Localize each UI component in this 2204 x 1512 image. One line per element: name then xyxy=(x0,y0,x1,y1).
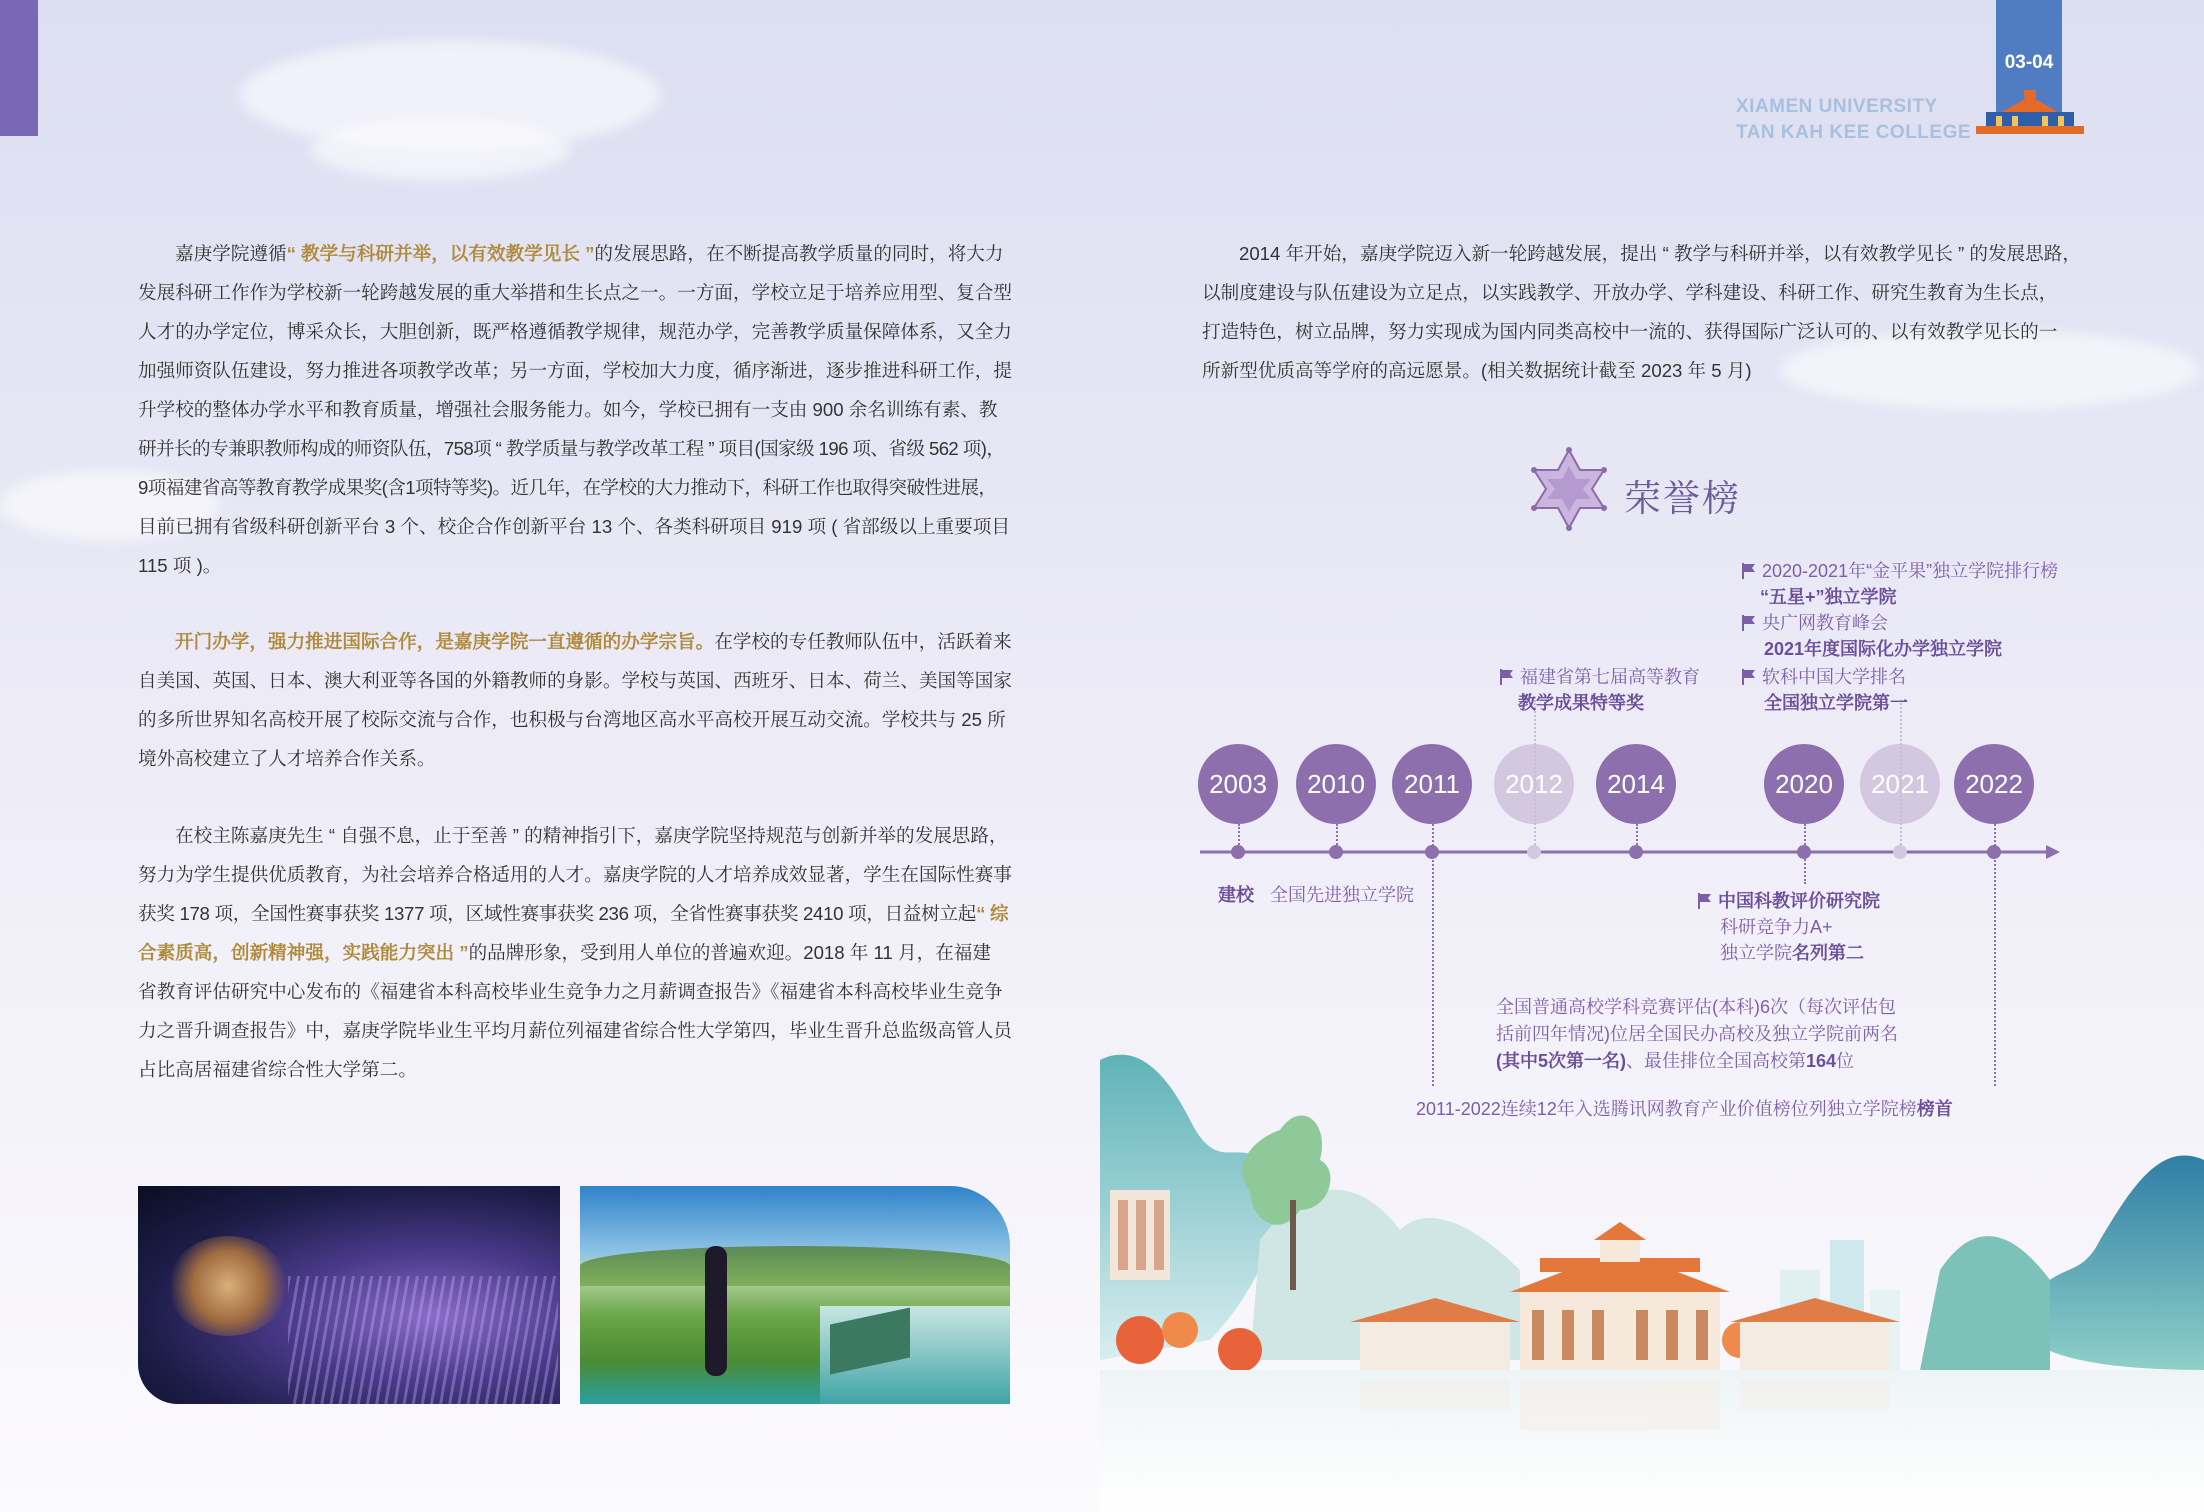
award-2021-jinpingguo xyxy=(1742,558,2058,610)
text-line: 升学校的整体办学水平和教育质量，增强社会服务能力。如今，学校已拥有一支由 900 余名训练有素、教 xyxy=(138,399,998,420)
brand-line-2: TAN KAH KEE COLLEGE xyxy=(1736,122,1972,143)
award-text: 2011-2022连续12年入选腾讯网教育产业价值榜位列独立学院榜 xyxy=(1416,1099,1917,1119)
text-line: 发展科研工作作为学校新一轮跨越发展的重大举措和生长点之一。一方面，学校立足于培养应用型、复合型 xyxy=(138,282,1012,303)
year-2012: 2012 xyxy=(1494,744,1574,824)
year-2014: 2014 xyxy=(1596,744,1676,824)
award-2003 xyxy=(1218,882,1254,908)
text-line: 打造特色，树立品牌，努力实现成为国内同类高校中一流的、获得国际广泛认可的、以有效教学见长的一 xyxy=(1202,321,2058,342)
page-number: 03-04 xyxy=(2004,52,2054,73)
award-text-bold: 164 xyxy=(1806,1051,1837,1071)
flag-icon xyxy=(1742,563,1756,579)
award-text: 央广网教育峰会 xyxy=(1762,613,1888,633)
text-line: 境外高校建立了人才培养合作关系。 xyxy=(138,748,436,769)
text: 的品牌形象，受到用人单位的普遍欢迎。2018 年 11 月，在福建 xyxy=(468,942,991,963)
flag-icon xyxy=(1742,615,1756,631)
award-2012 xyxy=(1500,664,1700,716)
photo-golf-practice xyxy=(580,1186,1010,1404)
award-text-bold: 中国科教评价研究院 xyxy=(1718,891,1880,911)
brand-line-1: XIAMEN UNIVERSITY xyxy=(1736,96,1938,117)
honor-title: 荣誉榜 xyxy=(1624,479,1741,520)
text: 的发展思路，在不断提高教学质量的同时，将大力 xyxy=(594,243,1004,264)
text-line: 占比高居福建省综合性大学第二。 xyxy=(138,1059,417,1080)
year-2022: 2022 xyxy=(1954,744,2034,824)
timeline-dot xyxy=(1893,845,1907,859)
timeline-dot xyxy=(1231,845,1245,859)
year-2020: 2020 xyxy=(1764,744,1844,824)
award-text: 位 xyxy=(1836,1051,1855,1071)
text: 获奖 178 项，全国性赛事获奖 1377 项，区域性赛事获奖 236 项，全省性赛事获奖 2410 项，日益树立起 xyxy=(138,903,977,924)
award-text-bold: 2021年度国际化办学独立学院 xyxy=(1764,639,2003,659)
paragraph-intro-2014 xyxy=(1202,234,2081,390)
cloud-decoration xyxy=(310,120,570,180)
timeline-dot xyxy=(1987,845,2001,859)
flag-icon xyxy=(1500,669,1514,685)
text-line: 在校主陈嘉庚先生 “ 自强不息，止于至善 ” 的精神指引下，嘉庚学院坚持规范与创新并举的发展思路， xyxy=(175,825,1008,846)
highlight-text: “ 综 xyxy=(976,903,1009,924)
award-text-bold: (其中5次第一名) xyxy=(1496,1051,1626,1071)
award-2010: 全国先进独立学院 xyxy=(1270,885,1414,905)
award-text: 全国普通高校学科竞赛评估(本科)6次（每次评估包 xyxy=(1496,997,1896,1017)
star-emblem-icon xyxy=(1526,446,1612,532)
award-2021-shanghairanking xyxy=(1742,664,1908,716)
timeline-dot xyxy=(1797,845,1811,859)
highlight-text: 开门办学，强力推进国际合作，是嘉庚学院一直遵循的办学宗旨。 xyxy=(175,631,715,652)
text-line: 9项福建省高等教育教学成果奖(含1项特等奖)。近几年，在学校的大力推动下，科研工作也取得突破性进展， xyxy=(138,477,997,498)
year-2003: 2003 xyxy=(1198,744,1278,824)
text-line: 的多所世界知名高校开展了校际交流与合作，也积极与台湾地区高水平高校开展互动交流。学校共与 25 所 xyxy=(138,709,1006,730)
flag-icon xyxy=(1698,893,1712,909)
left-edge-bar xyxy=(0,0,38,136)
text-line: 研并长的专兼职教师构成的师资队伍，758项 “ 教学质量与教学改革工程 ” 项目(国家级 196 项、省级 562 项)， xyxy=(138,438,1005,459)
text-line: 115 项 )。 xyxy=(138,555,222,576)
award-text: 科研竞争力A+ xyxy=(1720,917,1833,937)
text-line: 以制度建设与队伍建设为立足点，以实践教学、开放办学、学科建设、科研工作、研究生教育为生长点， xyxy=(1202,282,2058,303)
text-line: 加强师资队伍建设，努力推进各项教学改革；另一方面，学校加大力度，循序渐进，逐步推进科研工作，提 xyxy=(138,360,1012,381)
text: 在学校的专任教师队伍中，活跃着来 xyxy=(714,631,1012,652)
award-text-bold: “五星+”独立学院 xyxy=(1760,587,1897,607)
connector-2021 xyxy=(1900,700,1902,852)
timeline-dot xyxy=(1629,845,1643,859)
award-text-bold: 榜首 xyxy=(1916,1099,1953,1119)
text-line: 力之晋升调查报告》中，嘉庚学院毕业生平均月薪位列福建省综合性大学第四，毕业生晋升总监级高管人员 xyxy=(138,1020,1012,1041)
year-2021: 2021 xyxy=(1860,744,1940,824)
award-text-bold: 名列第二 xyxy=(1792,943,1864,963)
award-text: 软科中国大学排名 xyxy=(1762,667,1906,687)
text-line: 所新型优质高等学府的高远愿景。(相关数据统计截至 2023 年 5 月) xyxy=(1202,360,1752,381)
college-building-logo xyxy=(1972,90,2088,138)
text-line: 省教育评估研究中心发布的《福建省本科高校毕业生竞争力之月薪调查报告》《福建省本科高校毕业生竞争 xyxy=(138,981,1003,1002)
highlight-text: 合素质高，创新精神强，实践能力突出 ” xyxy=(138,942,469,963)
text-line: 2014 年开始，嘉庚学院迈入新一轮跨越发展，提出 “ 教学与科研并举，以有效教学见长 ” 的发展思路， xyxy=(1239,243,2081,264)
text: 嘉庚学院遵循 xyxy=(175,243,287,264)
campus-landscape-illustration xyxy=(1100,1040,2204,1512)
paragraph-international xyxy=(138,622,1010,778)
college-brand xyxy=(1736,94,1971,146)
award-2021-cnr xyxy=(1742,610,2002,662)
timeline-dot xyxy=(1329,845,1343,859)
paragraph-talent xyxy=(138,816,1010,1089)
award-text: 括前四年情况)位居全国民办高校及独立学院前两名 xyxy=(1496,1024,1898,1044)
award-text: 、最佳排位全国高校第 xyxy=(1626,1051,1806,1071)
flag-icon xyxy=(1742,669,1756,685)
photo-concert-night xyxy=(138,1186,560,1404)
text-line: 目前已拥有省级科研创新平台 3 个、校企合作创新平台 13 个、各类科研项目 919 项 ( 省部级以上重要项目 xyxy=(138,516,1010,537)
timeline-dot xyxy=(1425,845,1439,859)
highlight-text: “ 教学与科研并举，以有效教学见长 ” xyxy=(286,243,595,264)
year-2010: 2010 xyxy=(1296,744,1376,824)
award-text-bold: 建校 xyxy=(1218,885,1254,905)
year-2011: 2011 xyxy=(1392,744,1472,824)
award-text-bold: 全国独立学院第一 xyxy=(1764,693,1908,713)
award-text: 独立学院 xyxy=(1720,943,1792,963)
timeline-dot xyxy=(1527,845,1541,859)
award-text: 福建省第七届高等教育 xyxy=(1520,667,1700,687)
award-text-bold: 教学成果特等奖 xyxy=(1518,693,1644,713)
paragraph-research xyxy=(138,234,1010,585)
award-2020 xyxy=(1698,888,1880,966)
text-line: 人才的办学定位，博采众长，大胆创新，既严格遵循教学规律，规范办学，完善教学质量保障体系，又全力 xyxy=(138,321,1012,342)
connector-2012 xyxy=(1534,700,1536,852)
text-line: 努力为学生提供优质教育，为社会培养合格适用的人才。嘉庚学院的人才培养成效显著，学生在国际性赛事 xyxy=(138,864,1012,885)
award-text: 2020-2021年“金平果”独立学院排行榜 xyxy=(1762,561,2059,581)
text-line: 自美国、英国、日本、澳大利亚等各国的外籍教师的身影。学校与英国、西班牙、日本、荷兰、美国等国家 xyxy=(138,670,1012,691)
honor-title-block xyxy=(1526,446,1741,537)
